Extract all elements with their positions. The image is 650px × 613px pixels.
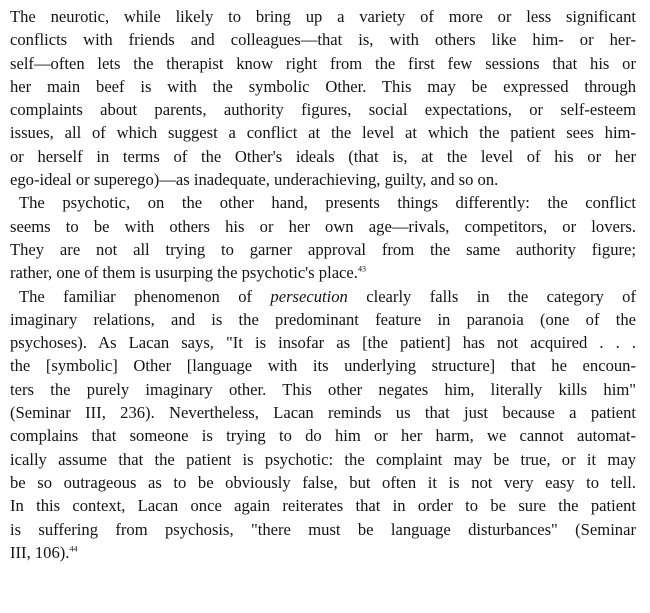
text-line: The psychotic, on the other hand, presents things differently: the conflict: [19, 193, 636, 213]
text-line: In this context, Lacan once again reiterates that in order to be sure the patient: [10, 496, 636, 516]
text-line: ically assume that the patient is psychotic: the complaint may be true, or it may: [10, 449, 636, 469]
text-line: be so outrageous as to be obviously false, but often it is not very easy to tell.: [10, 472, 636, 492]
italic-term: persecution: [270, 286, 348, 306]
text-line: psychoses). As Lacan says, "It is insofar as [the patient] has not acquired . . .: [10, 333, 636, 353]
line-text: clearly falls in the category of: [347, 286, 636, 306]
text-line: self—often lets the therapist know right from the first few sessions that his or: [10, 53, 636, 73]
text-line: ters the purely imaginary other. This other negates him, literally kills him": [10, 379, 636, 399]
text-line: her main beef is with the symbolic Other. This may be expressed through: [10, 76, 636, 96]
text-line: The neurotic, while likely to bring up a variety of more or less significant: [10, 7, 636, 26]
text-line: seems to be with others his or her own age—rivals, competitors, or lovers.: [10, 216, 636, 236]
text-line: imaginary relations, and is the predominant feature in paranoia (one of the: [10, 309, 636, 329]
text-line: complaints about parents, authority figures, social expectations, or self-esteem: [10, 100, 636, 120]
paragraph-psychotic: [10, 191, 636, 284]
line-text: III, 106).: [10, 542, 70, 562]
text-line: [10, 261, 636, 284]
text-line: conflicts with friends and colleagues—that is, with others like him- or her-: [10, 30, 636, 50]
text-line: or herself in terms of the Other's ideals (that is, at the level of his or her: [10, 146, 636, 166]
line-text: rather, one of them is usurping the psychotic's place.: [10, 263, 358, 283]
text-line: is suffering from psychosis, "there must be language disturbances" (Seminar: [10, 519, 636, 539]
text-line: [10, 541, 636, 564]
text-line: the [symbolic] Other [language with its underlying structure] that he encoun-: [10, 356, 636, 376]
text-line: (Seminar III, 236). Nevertheless, Lacan reminds us that just because a patient: [10, 403, 636, 423]
line-text: The familiar phenomenon of: [19, 286, 271, 306]
text-line: complains that someone is trying to do him or her harm, we cannot automat-: [10, 426, 636, 446]
footnote-marker: 44: [69, 544, 78, 554]
text-line: issues, all of which suggest a conflict at the level at which the patient sees him-: [10, 123, 636, 143]
text-line: ego-ideal or superego)—as inadequate, underachieving, guilty, and so on.: [10, 170, 499, 190]
paragraph-persecution: [10, 285, 636, 565]
footnote-marker: 43: [357, 264, 366, 274]
text-line: [10, 285, 636, 308]
paragraph-neurotic: [10, 5, 636, 191]
text-line: They are not all trying to garner approval from the same authority figure;: [10, 239, 636, 259]
